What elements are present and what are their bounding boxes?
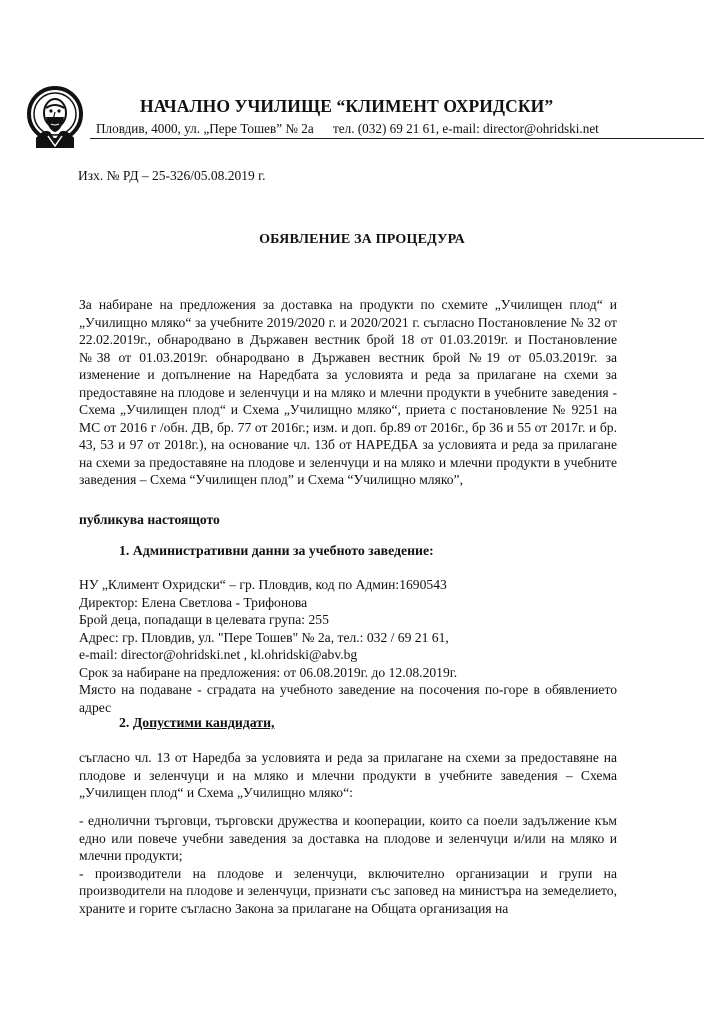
address-phone-line: Адрес: гр. Пловдив, ул. "Пере Тошев" № 2а, тел.: 032 / 69 21 61, [79, 629, 449, 645]
list-item: - производители на плодове и зеленчуци, включително организации и групи на производители на плодове и зеленчуци, признати със заповед на министъра на земеделието, храните и горите съгласно Закона за прилагане на Общата организация на [79, 865, 617, 916]
school-name: НАЧАЛНО УЧИЛИЩЕ “КЛИМЕНТ ОХРИДСКИ” [140, 96, 554, 116]
list-item: - еднолични търговци, търговски дружества и кооперации, които са поели задължение към едно или повече учебни заведения за доставка на плодове и зеленчуци и/или на мляко и млечни продукти; [79, 813, 617, 863]
section-2-number: 2. [119, 715, 130, 730]
section-2-title: Допустими кандидати, [132, 715, 275, 730]
school-address: Пловдив, 4000, ул. „Пере Тошев” № 2а [96, 121, 314, 136]
eligible-candidates-list [79, 812, 617, 917]
publishes-label: публикува настоящото [79, 512, 220, 527]
school-code-line: НУ „Климент Охридски“ – гр. Пловдив, код по Админ:1690543 [79, 577, 447, 592]
section-2-heading [119, 715, 275, 731]
header-divider [90, 138, 704, 139]
deadline-line: Срок за набиране на предложения: от 06.08.2019г. до 12.08.2019г. [79, 664, 458, 680]
intro-paragraph: За набиране на предложения за доставка на продукти по схемите „Училищен плод“ и „Училищно мляко“ за учебните 2019/2020 г. и 2020/2021 г. съгласно Постановление № 32 от 22.02.2019г., обнародвано в Държавен вестник брой 18 от 01.03.2019г. и Постановление №38 от 01.03.2019г. обнародвано в Държавен вестник брой №19 от 05.03.2019г. за изменение и допълнение на Наредбата за условията и реда за прилагане на схеми за предоставяне на плодове и зеленчуци и на мляко и млечни продукти в учебните заведения - Схема „Училищен плод“ и Схема „Училищно мляко“, приета с постановление № 9251 на МС от 2016 г /обн. ДВ, бр. 77 от 2016г.; изм. и доп. бр.89 от 2016г., бр 36 и 55 от 2017г. и бр. 43, 53 и 97 от 2018г.), на основание чл. 13б от НАРЕДБА за условията и реда за прилагане на схеми за предоставяне на плодове и зеленчуци и на мляко и млечни продукти в учебните заведения – Схема “Училищен плод” и Схема “Училищно мляко”, [79, 297, 617, 487]
director-line: Директор: Елена Светлова - Трифонова [79, 594, 308, 610]
section-2-intro: съгласно чл. 13 от Наредба за условията и реда за прилагане на схеми за предоставяне на плодове и зеленчуци и на мляко и млечни продукти в учебните заведения – Схема „Училищен плод“ и Схема „Училищно мляко“: [79, 750, 617, 800]
children-count-line: Брой деца, попадащи в целевата група: 255 [79, 612, 329, 627]
document-title: ОБЯВЛЕНИЕ ЗА ПРОЦЕДУРА [259, 232, 465, 247]
email-line: e-mail: director@ohridski.net , kl.ohridski@abv.bg [79, 647, 358, 662]
school-contacts[interactable]: тел. (032) 69 21 61, e-mail: director@ohridski.net [333, 121, 599, 136]
section-1-heading: 1. Административни данни за учебното заведение: [119, 543, 434, 558]
school-data-block [79, 576, 617, 716]
saint-kliment-portrait-icon [24, 84, 86, 152]
submission-place-line: Място на подаване - сградата на учебното заведение на посочения по-горе в обявлението адрес [79, 682, 617, 715]
reference-number: Изх. № РД – 25-326/05.08.2019 г. [78, 168, 266, 183]
